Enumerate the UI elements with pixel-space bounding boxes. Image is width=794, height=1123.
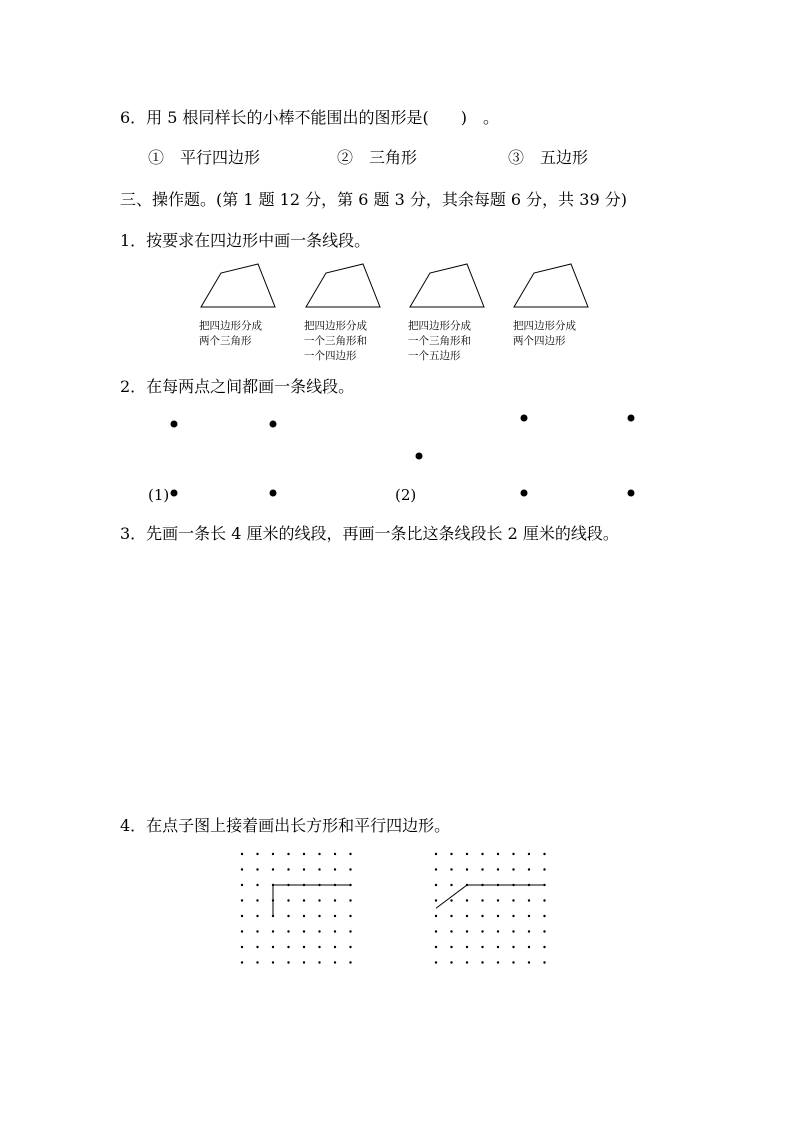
caption-4-line-2: 两个四边形 <box>513 335 566 347</box>
grid-dot <box>241 899 243 901</box>
grid-dot <box>349 915 351 917</box>
grid-dot <box>287 915 289 917</box>
q6-option-3: ③ 五边形 <box>508 148 589 167</box>
grid-dot <box>497 961 499 963</box>
grid-dot <box>272 868 274 870</box>
caption-3-line-2: 一个三角形和 <box>408 335 471 347</box>
grid-dot <box>256 930 258 932</box>
grid-dot <box>528 915 530 917</box>
grid-dot <box>435 946 437 948</box>
grid-dot <box>528 946 530 948</box>
caption-1-line-2: 两个三角形 <box>199 335 252 347</box>
grid-dot <box>497 915 499 917</box>
grid-dot <box>528 853 530 855</box>
point <box>416 453 423 460</box>
grid-dot <box>512 946 514 948</box>
grid-dot <box>543 853 545 855</box>
q6-option-1: ① 平行四边形 <box>148 148 261 167</box>
grid-dot <box>528 899 530 901</box>
grid-dot <box>318 946 320 948</box>
grid-dot <box>334 853 336 855</box>
grid-dot <box>318 853 320 855</box>
grid-dot <box>287 853 289 855</box>
caption-2-line-2: 一个三角形和 <box>304 335 367 347</box>
grid-dot <box>256 853 258 855</box>
grid-dot <box>512 853 514 855</box>
grid-dot <box>349 853 351 855</box>
point <box>521 490 528 497</box>
grid-dot <box>349 899 351 901</box>
caption-3 <box>408 319 471 364</box>
grid-dot <box>450 853 452 855</box>
grid-dot <box>349 930 351 932</box>
caption-4 <box>513 319 576 349</box>
grid-dot <box>303 868 305 870</box>
grid-dot <box>334 868 336 870</box>
grid-dot <box>435 930 437 932</box>
grid-dot <box>303 946 305 948</box>
grid-dot <box>481 946 483 948</box>
grid-dot <box>466 868 468 870</box>
figure-label-2: (2) <box>395 486 417 504</box>
caption-4-line-1: 把四边形分成 <box>513 320 576 332</box>
figure-label-1: (1) <box>148 486 170 504</box>
grid-dot <box>334 930 336 932</box>
question-4-text: 4．在点子图上接着画出长方形和平行四边形。 <box>120 816 451 835</box>
quadrilateral-2 <box>303 262 383 312</box>
section-3-title: 三、操作题。(第 1 题 12 分，第 6 题 3 分，其余每题 6 分，共 39 分) <box>120 190 627 209</box>
grid-dot <box>334 915 336 917</box>
grid-dot <box>318 930 320 932</box>
grid-dot <box>481 899 483 901</box>
grid-dot <box>450 930 452 932</box>
grid-dot <box>466 930 468 932</box>
grid-dot <box>466 961 468 963</box>
grid-dot <box>241 868 243 870</box>
grid-dot <box>450 884 452 886</box>
question-2-text: 2．在每两点之间都画一条线段。 <box>120 377 355 396</box>
grid-dot <box>334 961 336 963</box>
grid-dot <box>450 868 452 870</box>
grid-dot <box>497 899 499 901</box>
grid-dot <box>497 868 499 870</box>
grid-dot <box>287 899 289 901</box>
grid-dot <box>241 946 243 948</box>
grid-dot <box>528 930 530 932</box>
grid-dot <box>287 868 289 870</box>
grid-dot <box>241 961 243 963</box>
grid-dot <box>287 930 289 932</box>
quadrilateral-1 <box>198 262 278 312</box>
grid-dot <box>272 961 274 963</box>
grid-dot <box>272 930 274 932</box>
grid-dot <box>450 961 452 963</box>
grid-dot <box>481 915 483 917</box>
point <box>628 415 635 422</box>
grid-dot <box>481 930 483 932</box>
grid-dot <box>256 946 258 948</box>
grid-dot <box>481 868 483 870</box>
dot-grid-rectangle <box>236 848 366 968</box>
grid-dot <box>435 915 437 917</box>
grid-dot <box>435 853 437 855</box>
grid-dot <box>481 961 483 963</box>
grid-dot <box>334 946 336 948</box>
grid-dot <box>497 930 499 932</box>
grid-dot <box>543 946 545 948</box>
caption-2 <box>304 319 367 364</box>
grid-dot <box>466 899 468 901</box>
grid-dot <box>256 961 258 963</box>
grid-dot <box>466 946 468 948</box>
grid-dot <box>272 853 274 855</box>
caption-2-line-3: 一个四边形 <box>304 350 357 362</box>
caption-3-line-3: 一个五边形 <box>408 350 461 362</box>
caption-1-line-1: 把四边形分成 <box>199 320 262 332</box>
grid-dot <box>272 946 274 948</box>
grid-dot <box>256 884 258 886</box>
grid-dot <box>450 899 452 901</box>
grid-dot <box>543 868 545 870</box>
grid-dot <box>334 899 336 901</box>
grid-dot <box>256 868 258 870</box>
point <box>628 490 635 497</box>
grid-dot <box>450 915 452 917</box>
question-3-text: 3．先画一条长 4 厘米的线段，再画一条比这条线段长 2 厘米的线段。 <box>120 524 619 543</box>
grid-dot <box>303 915 305 917</box>
grid-dot <box>435 868 437 870</box>
grid-dot <box>528 961 530 963</box>
grid-dot <box>303 853 305 855</box>
grid-dot <box>318 915 320 917</box>
grid-dot <box>497 853 499 855</box>
grid-dot <box>543 899 545 901</box>
grid-dot <box>241 915 243 917</box>
caption-1 <box>199 319 262 349</box>
grid-dot <box>512 899 514 901</box>
dot-grid-parallelogram <box>430 848 560 968</box>
grid-dot <box>287 946 289 948</box>
grid-dot <box>435 961 437 963</box>
grid-dot <box>512 961 514 963</box>
grid-dot <box>256 915 258 917</box>
grid-dot <box>318 899 320 901</box>
grid-dot <box>528 868 530 870</box>
q6-option-2: ② 三角形 <box>337 148 418 167</box>
grid-dot <box>466 915 468 917</box>
grid-dot <box>241 884 243 886</box>
grid-dot <box>435 899 437 901</box>
grid-dot <box>512 868 514 870</box>
question-6-text: 6．用 5 根同样长的小棒不能围出的图形是( ) 。 <box>120 108 500 127</box>
quadrilateral-3 <box>407 262 487 312</box>
grid-dot <box>349 868 351 870</box>
grid-dot <box>512 930 514 932</box>
grid-dot <box>543 915 545 917</box>
grid-dot <box>497 946 499 948</box>
grid-dot <box>318 868 320 870</box>
grid-dot <box>241 853 243 855</box>
grid-dot <box>287 961 289 963</box>
caption-2-line-1: 把四边形分成 <box>304 320 367 332</box>
parallelogram-slanted-edge <box>436 885 467 908</box>
grid-dot <box>349 961 351 963</box>
grid-dot <box>543 961 545 963</box>
grid-dot <box>303 899 305 901</box>
quadrilateral-4 <box>511 262 591 312</box>
grid-dot <box>512 915 514 917</box>
point <box>521 415 528 422</box>
caption-3-line-1: 把四边形分成 <box>408 320 471 332</box>
grid-dot <box>543 930 545 932</box>
grid-dot <box>318 961 320 963</box>
grid-dot <box>256 899 258 901</box>
grid-dot <box>303 930 305 932</box>
grid-dot <box>466 853 468 855</box>
grid-dot <box>450 946 452 948</box>
grid-dot <box>241 930 243 932</box>
grid-dot <box>435 884 437 886</box>
grid-dot <box>303 961 305 963</box>
grid-dot <box>349 946 351 948</box>
question-1-text: 1．按要求在四边形中画一条线段。 <box>120 231 371 250</box>
grid-dot <box>481 853 483 855</box>
